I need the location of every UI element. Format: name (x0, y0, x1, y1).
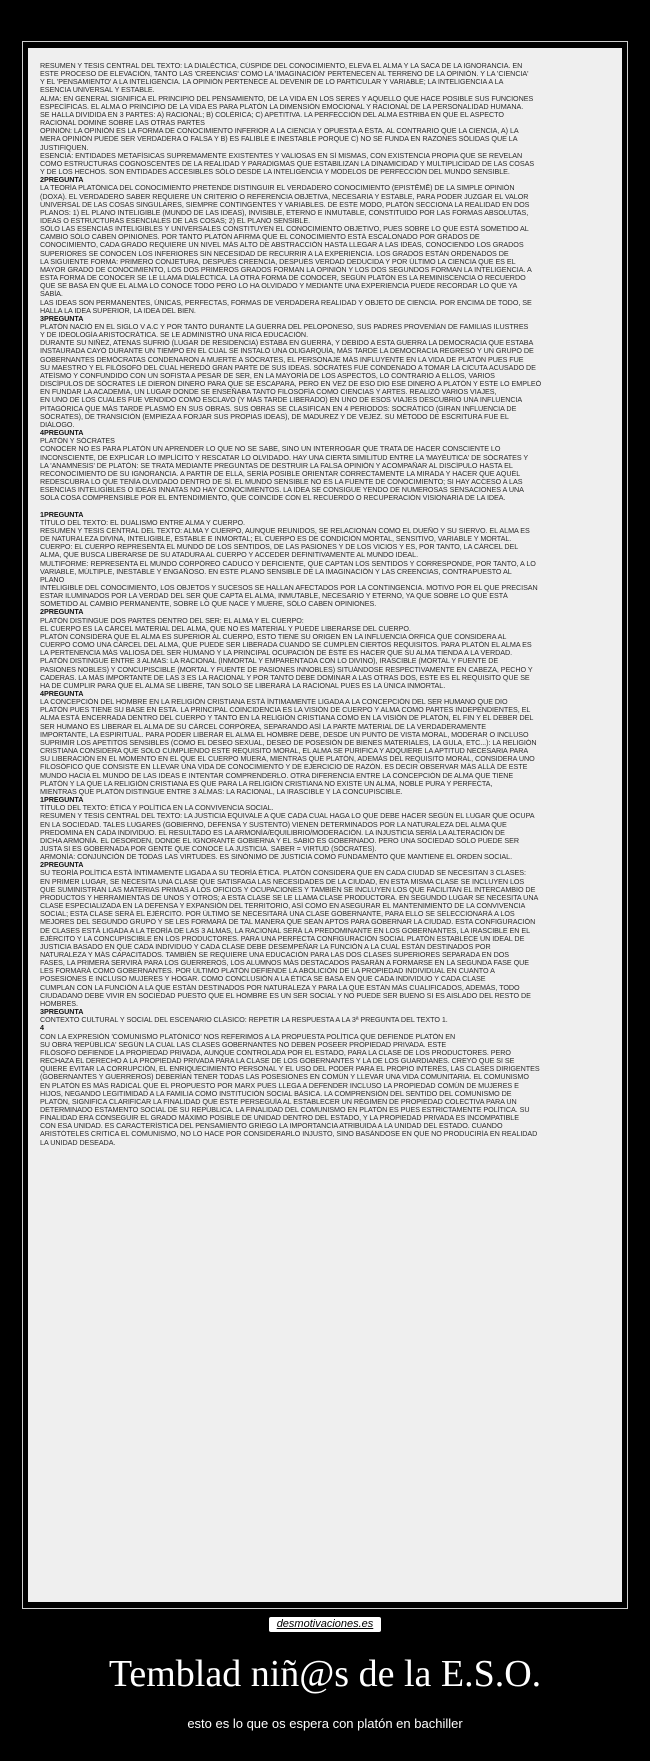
document-line: LES FORMARÁ COMO GOBERNANTES. POR ÚLTIMO PLATÓN DEFIENDE LA ABOLICIÓN DE LA PROPIEDAD INDIVIDUAL EN CUANTO A (40, 967, 495, 976)
document-line: 2PREGUNTA (40, 861, 84, 870)
document-line: ESTA FORMA DE CONOCER SE LE LLAMA DIALÉCTICA. LA OTRA FORMA DE CONOCER, SEGÚN PLATÓN ES LA REMINISCENCIA O RECUERDO (40, 274, 526, 283)
document-line: RESUMEN Y TESIS CENTRAL DEL TEXTO: LA JUSTICIA EQUIVALE A QUE CADA CUAL HAGA LO QUE DEBE HACER SEGÚN EL LUGAR QUE OCUPA (40, 812, 535, 821)
document-line: SOCIAL; ESTA CLASE SERÁ EL EJÉRCITO. POR ÚLTIMO SE NECESITARÁ UNA CLASE GOBERNANTE, PARA ELLO SE SELECCIONARÁ A LOS (40, 910, 515, 919)
document-line: HIJOS, NEGANDO LEGITIMIDAD A LA FAMILIA COMO INSTITUCIÓN SOCIAL BÁSICA. LA COMPRENSIÓN DEL SENTIDO DEL COMUNISMO DE (40, 1089, 512, 1098)
document-line: CADERAS. LA MÁS IMPORTANTE DE LAS 3 ES LA RACIONAL Y POR TANTO DEBE DOMINAR A LAS OTRAS DOS, ESTE ES EL REQUISITO QUE SE (40, 673, 530, 682)
document-line: RACIONAL DOMINE SOBRE LAS OTRAS PARTES (40, 119, 205, 128)
document-line: ATEÍSMO Y CONFUNDIDO CON UN SOFISTA A PESAR DE SER, EN LA MAYORÍA DE LOS ASPECTOS, LO CONTRARIO A ELLOS, VARIOS (40, 371, 495, 380)
document-line: SU TEORÍA POLÍTICA ESTÁ ÍNTIMAMENTE LIGADA A SU TEORÍA ÉTICA. PLATÓN CONSIDERA QUE EN CADA CIUDAD SE NECESITAN 3 CLASES: (40, 869, 526, 878)
document-line: LA TEORÍA PLATÓNICA DEL CONOCIMIENTO PRETENDE DISTINGUIR EL VERDADERO CONOCIMIENTO (EPISTĒMĒ) DE LA SIMPLE OPINIÓN (40, 184, 515, 193)
document-line: HOMBRES. (40, 999, 78, 1008)
document-line: EL CUERPO ES LA CÁRCEL MATERIAL DEL ALMA, QUE NO ES MATERIAL Y PUEDE LIBERARSE DEL CUERPO. (40, 624, 411, 633)
document-line: PLATÓN CONSIDERA QUE EL ALMA ES SUPERIOR AL CUERPO, ESTO TIENE SU ORIGEN EN LA INFLUENCIA ÓRFICA QUE CONSIDERA AL (40, 632, 507, 641)
document-line: Y DE IDEOLOGÍA ARISTOCRÁTICA. SE LE ADMINISTRÓ UNA RICA EDUCACIÓN. (40, 331, 309, 340)
document-line: HALLA LA IDEA SUPERIOR, LA IDEA DEL BIEN. (40, 306, 196, 315)
document-line: SUPERIORES SE CONOCEN LOS INFERIORES SIN NECESIDAD DE RECURRIR A LA EXPERIENCIA. LOS GRADOS ESTÁN ORDENADOS DE (40, 249, 509, 258)
document-line: DISCÍPULOS DE SÓCRATES LE DIERON DINERO PARA QUE SE ESCAPARA, PERO EN VEZ DE ESO DIO ESE DINERO A PLATÓN Y ESTE LO EMPLEÓ (40, 380, 542, 389)
document-line: 4 (40, 1024, 44, 1033)
document-line: PLANOS: 1) EL PLANO INTELIGIBLE (MUNDO DE LAS IDEAS), INVISIBLE, ETERNO E INMUTABLE, CONSTITUIDO POR LAS FORMAS ABSOLUTAS, (40, 208, 529, 217)
document-line: DIÁLOGO. (40, 420, 75, 429)
document-line: CLASE ESPECIALIZADA EN LA DEFENSA Y EXPANSIÓN DEL TERRITORIO, ASÍ COMO EN ASEGURAR EL MANTENIMIENTO DE LA CONVIVENCIA (40, 902, 526, 911)
document-line: CRISTIANA CONSIDERA QUE SOLO CUMPLIENDO ESTE REQUISITO MORAL, EL ALMA SE PURIFICA Y ADQUIERE LA APTITUD NECESARIA PARA (40, 747, 529, 756)
document-line: ESTE PROCESO DE ELEVACIÓN, TANTO LAS 'CREENCIAS' COMO LA 'IMAGINACIÓN' PERTENECEN AL TERRENO DE LA OPINIÓN. Y LA 'CIENCIA' (40, 70, 529, 79)
document-line: 2PREGUNTA (40, 176, 84, 185)
document-line: JUSTIFIQUEN. (40, 143, 89, 152)
document-line: CONOCER NO ES PARA PLATÓN UN APRENDER LO QUE NO SE SABE, SINO UN INTERROGAR QUE TRATA DE HACER CONSCIENTE LO (40, 445, 501, 454)
document-line: SE HALLA DIVIDIDA EN 3 PARTES: A) RACIONAL; B) COLÉRICA; C) APETITIVA. LA PERFECCIÓN DEL ALMA ESTRIBA EN QUE EL ASPECTO (40, 110, 504, 119)
document-line: ARMONÍA: CONJUNCIÓN DE TODAS LAS VIRTUDES. ES SINÓNIMO DE JUSTICIA COMO FUNDAMENTO QUE MANTIENE EL ORDEN SOCIAL. (40, 853, 513, 862)
document-line: MEJORES DEL SEGUNDO GRUPO Y SE LES FORMARÁ DE TAL MANERA QUE SEAN APTOS PARA GOBERNAR LA CIUDAD. ESTA CONFIGURACIÓN (40, 918, 536, 927)
document-line: 4PREGUNTA (40, 690, 84, 699)
document-line: SU LIBERACIÓN EN EL MOMENTO EN EL QUE EL CUERPO MUERA, MIENTRAS QUE PLATÓN, ADEMÁS DEL REQUISITO MORAL, CONSIDERA UNO (40, 755, 535, 764)
document-line: IDEAS O ESTRUCTURAS ESENCIALES DE LAS COSAS; 2) EL PLANO SENSIBLE. (40, 216, 311, 225)
document-line: MIENTRAS QUE PLATÓN DISTINGUE ENTRE 3 ALMAS: LA RACIONAL, LA IRASCIBLE Y LA CONCUPISCIBLE. (40, 787, 403, 796)
document-line: SOMETIDO AL CAMBIO PERMANENTE, SOBRE LO QUE NACE Y MUERE, SÓLO CABEN OPINIONES. (40, 600, 377, 609)
document-line: MUNDO HACIA EL MUNDO DE LAS IDEAS E INTENTAR COMPRENDERLO. OTRA DIFERENCIA ENTRE LA CONCEPCIÓN DE ALMA QUE TIENE (40, 771, 514, 780)
document-line: UNIVERSAL DE LAS COSAS SINGULARES, SIEMPRE CONTINGENTES Y VARIABLES. DE ESTE MODO, PLATÓN SECCIONA LA REALIDAD EN DOS (40, 200, 530, 209)
document-line: MAYOR GRADO DE CONOCIMIENTO, LOS DOS PRIMEROS GRADOS FORMAN LA OPINIÓN Y LOS DOS SEGUNDOS FORMAN LA INTELIGENCIA. A (40, 265, 532, 274)
document-line: PITAGÓRICA QUE MÁS TARDE PLASMÓ EN SUS OBRAS. SUS OBRAS SE CLASIFICAN EN 4 PERIODOS: SOCRÁTICO (GIRAN INFLUENCIA DE (40, 404, 517, 413)
document-line: INSTAURADA CAYÓ DURANTE UN TIEMPO EN EL CUAL SE INSTALÓ UNA OLIGARQUÍA, MÁS TARDE LA DEMOCRACIA REGRESÓ Y UN GRUPO DE (40, 347, 534, 356)
document-line: CONTEXTO CULTURAL Y SOCIAL DEL ESCENARIO CLÁSICO: REPETIR LA RESPUESTA A LA 3ª PREGUNTA DEL TEXTO 1. (40, 1016, 448, 1025)
poster-subtitle: esto es lo que os espera con platón en bachiller (187, 1716, 463, 1731)
document-line: HA DE CUMPLIR PARA QUE EL ALMA SE LIBERE, TAN SOLO SE LIBERARÁ LA RACIONAL PUES ES LA ÚNICA INMORTAL. (40, 681, 446, 690)
document-line: EN LA SOCIEDAD. TALES LUGARES (GOBIERNO, DEFENSA Y SUSTENTO) VIENEN DETERMINADOS POR LA NATURALEZA DEL ALMA QUE (40, 820, 507, 829)
document-line: INTELIGIBLE DEL CONOCIMIENTO, LOS OBJETOS Y SUCESOS SE HALLAN AFECTADOS POR LA CONTINGENCIA. MOTIVO POR EL QUE PRECISAN (40, 583, 538, 592)
document-line: Y EL 'PENSAMIENTO' A LA INTELIGENCIA. LA OPINIÓN PERTENECE AL DEVENIR DE LO PARTICULAR Y VARIABLE; LA INTELIGENCIA A LA (40, 78, 504, 87)
document-line: FILÓSOFO DEFIENDE LA PROPIEDAD PRIVADA, AUNQUE CONTROLADA POR EL ESTADO, PARA LA CLASE DE LOS PRODUCTORES. PERO (40, 1048, 511, 1057)
document-line: ALMA: EN GENERAL SIGNIFICA EL PRINCIPIO DEL PENSAMIENTO, DE LA VIDA EN LOS SERES Y AQUELLO QUE HACE POSIBLE SUS FUNCIONES (40, 94, 534, 103)
document-line: VARIABLE, MÚLTIPLE, INESTABLE Y ENGAÑOSO. EN ESTE PLANO SENSIBLE DE LA IMAGINACIÓN Y LAS CREENCIAS, CONTRAPUESTO AL (40, 567, 512, 576)
document-line: PREDOMINA EN CADA INDIVIDUO. EL RESULTADO ES LA ARMONÍA/EQUILIBRIO/MODERACIÓN. LA INJUSTICIA SERÍA LA ALTERACIÓN DE (40, 828, 505, 837)
document-line: PLATÓN DISTINGUE DOS PARTES DENTRO DEL SER: EL ALMA Y EL CUERPO: (40, 616, 304, 625)
document-line: TÍTULO DEL TEXTO: EL DUALISMO ENTRE ALMA Y CUERPO. (40, 518, 245, 527)
document-line: CIUDADANO DEBE VIVIR EN SOCIEDAD PUESTO QUE EL HOMBRE ES UN SER SOCIAL Y NO PUEDE SER BUENO SI ES AISLADO DEL RESTO DE (40, 991, 531, 1000)
document-line: 1PREGUNTA (40, 510, 84, 519)
document-line: CUMPLAN CON LA FUNCIÓN A LA QUE ESTÁN DESTINADOS POR NATURALEZA Y PARA LA QUE ESTÁN MÁS CUALIFICADOS, ADEMÁS, TODO (40, 983, 520, 992)
document-line: EN FUNDAR LA ACADEMIA, UN LUGAR DONDE SE ENSEÑABA TANTO FILOSOFÍA COMO CIENCIAS Y ARTES. REALIZÓ VARIOS VIAJES, (40, 388, 497, 397)
document-line: LA UNIDAD DESEADA. (40, 1138, 116, 1147)
document-line: JUSTA SI ES GOBERNADA POR GENTE QUE CONOCE LA JUSTICIA. SABER = VIRTUD (SÓCRATES). (40, 844, 377, 853)
document-line: COMO ESTRUCTURAS COGNOSCENTES DE LA REALIDAD Y PARADIGMAS QUE ESTABILIZAN LA DINAMICIDAD Y MULTIPLICIDAD DE LAS COSAS (40, 159, 535, 168)
document-line: CON LA EXPRESIÓN 'COMUNISMO PLATÓNICO' NOS REFERIMOS A LA PROPUESTA POLÍTICA QUE DEFIENDE PLATÓN EN (40, 1032, 456, 1041)
document-line: GOBERNANTES DEMÓCRATAS CONDENARON A MUERTE A SÓCRATES, EL PERSONAJE MÁS INFLUYENTE EN LA VIDA DE PLATÓN PUES FUE (40, 355, 524, 364)
document-line: (GOBERNANTES Y GUERREROS) DEBERÍAN TENER TODAS LAS POSESIONES EN COMÚN Y LLEVAR UNA VIDA COMUNITARIA. EL COMUNISMO (40, 1073, 529, 1082)
document-line: Y DE LOS HECHOS. SON ENTIDADES ACCESIBLES SÓLO DESDE LA INTELIGENCIA Y MODELOS DE PERFECCIÓN DEL MUNDO SENSIBLE. (40, 168, 510, 177)
poster-title: Temblad niñ@s de la E.S.O. (108, 1653, 542, 1695)
document-line: ARISTÓTELES CRITICA EL COMUNISMO, NO LO HACE POR CONSIDERARLO INJUSTO, SINO BASÁNDOSE EN QUE NO PRODUCIRÍA EN REALIDAD (40, 1130, 538, 1139)
document-line: IMPORTANTE, LA ESPIRITUAL. PARA PODER LIBERAR EL ALMA EL HOMBRE DEBE, DESDE UN PUNTO DE VISTA MORAL, MODERAR O INCLUSO (40, 730, 529, 739)
document-line: RECONOCIMIENTO DE SU IGNORANCIA. A PARTIR DE ELLA, SERÍA POSIBLE ORIENTAR CORRECTAMENTE LA MIRADA Y HACER QUE AQUÉL (40, 469, 521, 478)
document-line: DICHA ARMONÍA. EL DESORDEN, DONDE EL IGNORANTE GOBIERNA Y EL SABIO ES GOBERNADO. PERO UNA SOCIEDAD SÓLO PUEDE SER (40, 836, 519, 845)
document-line: 2PREGUNTA (40, 608, 84, 617)
document-line: RESUMEN Y TESIS CENTRAL DEL TEXTO: ALMA Y CUERPO, AUNQUE REUNIDOS, SE RELACIONAN COMO EL DUEÑO Y SU SIERVO. EL ALMA ES (40, 526, 530, 535)
document-line: JUSTICIA BASADO EN QUE CADA INDIVIDUO Y CADA CLASE DEBE DESEMPEÑAR LA FUNCIÓN A LA CUAL ESTÁN DESTINADOS POR (40, 942, 491, 951)
document-line: QUE SUMINISTRAN LAS MATERIAS PRIMAS A LOS OFICIOS Y OCUPACIONES Y TAMBIÉN SE INCLUYEN LOS QUE FACILITAN EL INTERCAMBIO DE (40, 885, 536, 894)
document-line: ALMA ESTÁ ENCERRADA DENTRO DEL CUERPO Y TANTO EN LA RELIGIÓN CRISTIANA COMO EN LA VISIÓN DE PLATÓN, EL FIN Y EL DEBER DEL (40, 714, 534, 723)
document-line: SÓCRATES), DE TRANSICIÓN (EMPIEZA A FORJAR SUS PROPIAS IDEAS), DE MADUREZ Y DE VEJEZ. SU MÉTODO DE ESCRITURA FUE EL (40, 412, 509, 421)
document-line: OPINIÓN: LA OPINIÓN ES LA FORMA DE CONOCIMIENTO INFERIOR A LA CIENCIA Y OPUESTA A ÉSTA. AL CONTRARIO QUE LA CIENCIA, A) LA (40, 127, 519, 136)
document-line: REDESCUBRA LO QUE TENÍA OLVIDADO DENTRO DE SÍ. EL MUNDO SENSIBLE NO ES LA FUENTE DE CONOCIMIENTO; SI HAY ACCESO A LAS (40, 477, 523, 486)
document-line: RECHAZA EL DERECHO A LA PROPIEDAD PRIVADA PARA LA CLASE DE LOS GOBERNANTES Y LA DE LOS GUARDIANES. CREYÓ QUE SI SE (40, 1057, 515, 1066)
document-line: SÓLO LAS ESENCIAS INTELIGIBLES Y UNIVERSALES CONSTITUYEN EL CONOCIMIENTO OBJETIVO, PUES SOBRE LO QUE ESTÁ SOMETIDO AL (40, 225, 529, 234)
document-line: ESENCIA UNIVERSAL Y ESTABLE. (40, 86, 155, 95)
document-line (40, 502, 612, 510)
document-line: PRODUCTOS Y HERRAMIENTAS DE UNOS Y OTROS; A ESTA CLASE SE LE LLAMA CLASE PRODUCTORA. EN SEGUNDO LUGAR SE NECESITA UNA (40, 893, 539, 902)
document-line: DE NATURALEZA DIVINA, INTELIGIBLE, ESTABLE E INMORTAL; EL CUERPO ES DE CONDICIÓN MORTAL, SENSITIVO, VARIABLE Y MORTAL. (40, 535, 512, 544)
document-line: SER HUMANO ES LIBERAR EL ALMA DE SU CÁRCEL CORPÓREA, SEPARANDO ASÍ LA PARTE MATERIAL DE LA VERDADERAMENTE (40, 722, 486, 731)
document-line: EJÉRCITO Y LA CONCUPISCIBLE EN LOS PRODUCTORES. PARA UNA PERFECTA CONFIGURACIÓN SOCIAL PLATÓN ESTABLECE UN IDEAL DE (40, 934, 525, 943)
document-line: ESTAR ILUMINADOS POR LA VERDAD DEL SER QUE CAPTA EL ALMA, INMUTABLE, NECESARIO Y ETERNO, YA QUE SOBRE LO QUE ESTÁ (40, 592, 508, 601)
document-line: INCONSCIENTE, DE EXPLICAR LO IMPLÍCITO Y RESCATAR LO OLVIDADO. HAY UNA CIERTA SIMILITUD ENTRE LA 'MAYÉUTICA' DE SÓCRATES Y (40, 453, 529, 462)
watermark-logo: desmotivaciones.es (269, 1617, 382, 1632)
document-line: PASIONES NOBLES) Y CONCUPISCIBLE (MORTAL Y FUENTE DE PASIONES INNOBLES) SITUÁNDOSE RESPECTIVAMENTE EN CABEZA, PECHO Y (40, 665, 533, 674)
document-line: FINALIDAD ERA CONSEGUIR EL GRADO MÁXIMO POSIBLE DE UNIDAD DENTRO DEL ESTADO, Y LA PROPIEDAD PRIVADA ES INCOMPATIBLE (40, 1114, 519, 1123)
document-line: PLATÓN Y LA QUE LA RELIGIÓN CRISTIANA ES QUE PARA LA RELIGIÓN CRISTIANA NO EXISTE UN ALMA, NOBLE PURA Y PERFECTA, (40, 779, 493, 788)
document-line: PLANO (40, 575, 65, 584)
document-line: CUERPO COMO UNA CÁRCEL DEL ALMA, QUE PUEDE SER LIBERADA CUANDO SE CUMPLEN CIERTOS REQUISITOS. PARA PLATÓN EL ALMA ES (40, 641, 532, 650)
document-line: LA 'ANAMNESIS' DE PLATÓN: SE TRATA MEDIANTE PREGUNTAS DE DESTRUIR LA FALSA OPINIÓN Y ACOMPAÑAR AL DISCÍPULO HASTA EL (40, 461, 513, 470)
document-line: ESENCIAS INTELIGIBLES O IDEAS INNATAS NO HAY CONOCIMIENTOS. LA IDEA SE CONSIGUE YENDO DE NUMEROSAS SENSACIONES A UNA (40, 486, 524, 495)
document-line: LAS IDEAS SON PERMANENTES, ÚNICAS, PERFECTAS, FORMAS DE VERDADERA REALIDAD Y OBJETO DE CIENCIA. POR ENCIMA DE TODO, SE (40, 298, 532, 307)
document-line: SU OBRA 'REPÚBLICA' SEGÚN LA CUAL LAS CLASES GOBERNANTES NO DEBEN POSEER PROPIEDAD PRIVADA. ESTE (40, 1040, 447, 1049)
document-line: CAMBIO SÓLO CABEN OPINIONES. POR TANTO PLATÓN AFIRMA QUE EL CONOCIMIENTO ESTÁ ESCALONADO POR GRADOS DE (40, 233, 480, 242)
document-line: SABÍA. (40, 290, 63, 299)
document-line: PLATÓN Y SÓCRATES (40, 437, 115, 446)
document-line: ESPECÍFICAS. EL ALMA O PRINCIPIO DE LA VIDA ES PARA PLATÓN LA DIMENSIÓN EMOCIONAL Y RACIONAL DE LA PERSONALIDAD HUMANA. (40, 102, 524, 111)
document-line: 3PREGUNTA (40, 314, 84, 323)
document-line: SOLA COSA COMPRENSIBLE POR EL ENTENDIMIENTO, QUE COINCIDE CON EL RECUERDO O RECUPERACIÓN VISIONARIA DE LA IDEA. (40, 494, 506, 503)
document-line: SU MAESTRO Y EL FILÓSOFO DEL CUAL HEREDÓ GRAN PARTE DE SUS IDEAS. SÓCRATES FUE CONDENADO A TOMAR LA CICUTA ACUSADO DE (40, 363, 536, 372)
document-line: DETERMINADO ESTAMENTO SOCIAL DE SU REPÚBLICA. LA FINALIDAD DEL COMUNISMO EN PLATÓN ES PUES ESTRICTAMENTE POLÍTICA. SU (40, 1105, 530, 1114)
document-line: MERA OPINIÓN PUEDE SER VERDADERA O FALSA Y B) ES FALIBLE E INESTABLE PORQUE C) NO SE FUNDA EN RAZONES SÓLIDAS QUE LA (40, 135, 518, 144)
document-line: ESENCIA: ENTIDADES METAFÍSICAS SUPREMAMENTE EXISTENTES Y VALIOSAS EN SÍ MISMAS, CON EXISTENCIA PROPIA QUE SE REVELAN (40, 151, 523, 160)
document-line: LA SIGUIENTE FORMA: PRIMERO CONJETURA, DESPUÉS CREENCIA, DESPUÉS VERDAD DEDUCIDA Y POR ÚLTIMO LA CIENCIA QUE ES EL (40, 257, 516, 266)
document-line: ALMA, QUE BUSCA LIBERARSE DE SU ATADURA AL CUERPO Y ACCEDER DEFINITIVAMENTE AL MUNDO IDEAL. (40, 551, 419, 560)
document-line: NATURALEZA Y MÁS CAPACITADOS. TAMBIÉN SE REQUIERE UNA EDUCACIÓN PARA LAS DOS CLASES SUPERIORES SEPARADA EN DOS (40, 951, 509, 960)
document-line: 4PREGUNTA (40, 429, 84, 438)
document-line: FASES, LA PRIMERA SERVIRÁ PARA LOS GUERREROS, LOS ALUMNOS MÁS DESTACADOS PASARÁN A FORMARSE EN LA SEGUNDA FASE QUE (40, 959, 530, 968)
document-line: DE CLASES ESTÁ LIGADA A LA TEORÍA DE LAS 3 ALMAS, LA RACIONAL SERÁ LA PREDOMINANTE EN LOS GOBERNANTES, LA IRASCIBLE EN EL (40, 926, 531, 935)
document-line: EN PLATÓN ES MÁS RADICAL QUE EL PROPUESTO POR MARX PUES LLEGA A DEFENDER INCLUSO LA PROPIEDAD COMÚN DE MUJERES E (40, 1081, 519, 1090)
document-line: CONOCIMIENTO, CADA GRADO REQUIERE UN NIVEL MÁS ALTO DE ABSTRACCIÓN HASTA LLEGAR A LAS IDEAS, CONOCIENDO LOS GRADOS (40, 241, 524, 250)
document-line: CON ESA UNIDAD. ES CARACTERÍSTICA DEL PENSAMIENTO GRIEGO LA IMPORTANCIA ATRIBUIDA A LA UNIDAD DEL ESTADO. CUANDO (40, 1122, 503, 1131)
document-line: EN UNO DE LOS CUALES FUE VENDIDO COMO ESCLAVO (Y MÁS TARDE LIBERADO) EN UNO DE ESOS VIAJES DESCUBRIÓ UNA INFLUENCIA (40, 396, 523, 405)
watermark (0, 1614, 650, 1632)
document-line: QUIERE EVITAR LA CORRUPCIÓN, EL ENRIQUECIMIENTO PERSONAL Y EL USO DEL PODER PARA EL PROPIO INTERÉS, LAS CLASES DIRIGENTES (40, 1065, 540, 1074)
document-line: QUE SE BASA EN QUE EL ALMA LO CONOCE TODO PERO LO HA OLVIDADO Y MEDIANTE UNA EXPERIENCIA PUEDE RECORDAR LO QUE YA (40, 282, 518, 291)
document-line: PLATÓN DISTINGUE ENTRE 3 ALMAS: LA RACIONAL (INMORTAL Y EMPARENTADA CON LO DIVINO), IRASCIBLE (MORTAL Y FUENTE DE (40, 657, 499, 666)
document-line: EN PRIMER LUGAR, SE NECESITA UNA CLASE QUE SATISFAGA LAS NECESIDADES DE LA CIUDAD, EN ESTA MISMA CLASE SE INCLUYEN LOS (40, 877, 525, 886)
document-line: POSESIONES E INCLUSO MUJERES Y HOGAR. COMO CONCLUSIÓN A LA ÉTICA SE BASA EN QUE CADA INDIVIDUO Y CADA CLASE (40, 975, 486, 984)
document-line: SUPRIMIR LOS APETITOS SENSIBLES (COMO EL DESEO SEXUAL, DESEO DE POSESIÓN DE BIENES MATERIALES, LA GULA, ETC...): LA RELIGIÓN (40, 738, 537, 747)
document-line: CUERPO: EL CUERPO REPRESENTA EL MUNDO DE LOS SENTIDOS, DE LAS PASIONES Y DE LOS VICIOS Y ES, POR TANTO, LA CÁRCEL DEL (40, 543, 519, 552)
document-line: PLATÓN, SIGNIFICA CLARIFICAR LA FINALIDAD QUE ÉSTE PERSEGUÍA AL ESTABLECER UN RÉGIMEN DE PROPIEDAD COLECTIVA PARA UN (40, 1097, 517, 1106)
document-line: TÍTULO DEL TEXTO: ÉTICA Y POLÍTICA EN LA CONVIVENCIA SOCIAL. (40, 804, 274, 813)
document-line: 3PREGUNTA (40, 1008, 84, 1017)
document-line: FILOSÓFICO QUE CONSISTE EN LLEVAR UNA VIDA DE CONOCIMIENTO Y DE EJERCICIO DE RAZÓN. ES DECIR OBSERVAR MÁS ALLÁ DE ESTE (40, 763, 528, 772)
document-line: PLATÓN PUES TIENE SU BASE EN ESTA. LA PRINCIPAL COINCIDENCIA ES LA VISIÓN DE CUERPO Y ALMA COMO PARTES INDEPENDIENTES, EL (40, 706, 531, 715)
poster-image-document (28, 48, 622, 1602)
document-line: RESUMEN Y TESIS CENTRAL DEL TEXTO: LA DIALÉCTICA, CÚSPIDE DEL CONOCIMIENTO, ELEVA EL ALMA Y LA SACA DE LA IGNORANCIA. EN (40, 62, 523, 70)
document-line: (DOXA). EL VERDADERO SABER REQUIERE UN CRITERIO O REFERENCIA OBJETIVA, NECESARIA Y ESTABLE, PARA PODER JUZGAR EL VALOR (40, 192, 529, 201)
document-line: DURANTE SU NIÑEZ, ATENAS SUFRIÓ (LUGAR DE RESIDENCIA) ESTABA EN GUERRA, Y DEBIDO A ESTA GUERRA LA DEMOCRACIA QUE ESTABA (40, 339, 534, 348)
document-line: LA PERTENENCIA MÁS VALIOSA DEL SER HUMANO Y LA PRINCIPAL OCUPACIÓN DE ÉSTE ES HACER QUE SU ALMA TIENDA A LA VERDAD. (40, 649, 513, 658)
document-line: PLATÓN NACIÓ EN EL SIGLO V A.C Y POR TANTO DURANTE LA GUERRA DEL PELOPONESO, SUS PADRES PROVENÍAN DE FAMILIAS ILUSTRES (40, 323, 529, 331)
document-line: LA CONCEPCIÓN DEL HOMBRE EN LA RELIGIÓN CRISTIANA ESTÁ ÍNTIMAMENTE LIGADA A LA CONCEPCIÓN DEL SER HUMANO QUE DIO (40, 698, 508, 707)
document-line: 1PREGUNTA (40, 796, 84, 805)
document-line: MULTIFORME: REPRESENTA EL MUNDO CORPÓREO CADUCO Y DEFICIENTE, QUE CAPTAN LOS SENTIDOS Y CORRESPONDE, POR TANTO, A LO (40, 559, 536, 568)
